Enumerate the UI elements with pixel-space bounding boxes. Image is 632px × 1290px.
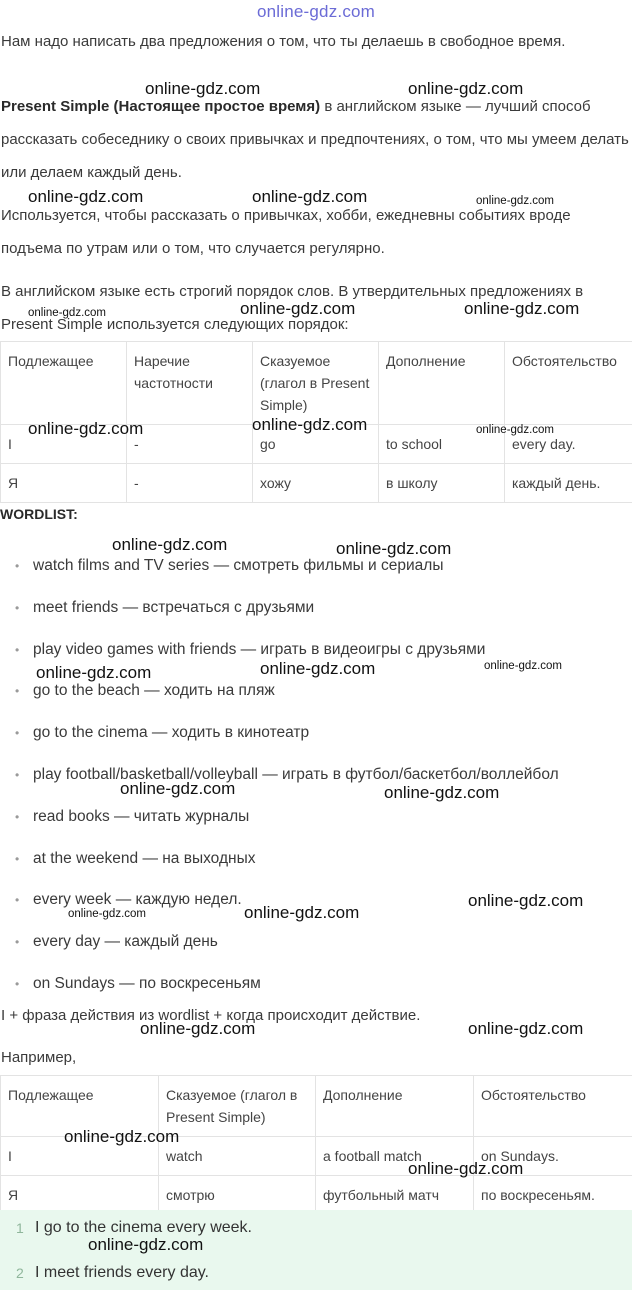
- list-item-text: every day — каждый день: [33, 933, 218, 951]
- bullet-icon: •: [15, 935, 20, 950]
- watermark: online-gdz.com: [252, 187, 368, 206]
- table-cell: Я: [1, 464, 127, 503]
- watermark: online-gdz.com: [476, 424, 554, 436]
- bullet-icon: •: [15, 809, 20, 824]
- table-header-cell: Сказуемое (глагол в Present Simple): [159, 1076, 316, 1137]
- table-cell: to school: [379, 425, 505, 464]
- intro-paragraph-3: Используется, чтобы рассказать о привычках, хобби, ежедневны событиях вроде подъема по утрам или о том, что случается регулярно.: [1, 207, 571, 257]
- present-simple-term: Present Simple (Настоящее простое время): [1, 98, 321, 115]
- watermark: online-gdz.com: [36, 663, 152, 682]
- bullet-icon: •: [15, 851, 20, 866]
- list-item-text: play video games with friends — играть в видеоигры с друзьями: [33, 640, 486, 658]
- answer-text: I meet friends every day.: [35, 1264, 209, 1281]
- table-header-cell: Наречие частотности: [127, 342, 253, 425]
- table-header-cell: Дополнение: [316, 1076, 474, 1137]
- table-row: [1, 464, 632, 503]
- watermark: online-gdz.com: [64, 1127, 180, 1146]
- list-item-text: on Sundays — по воскресеньям: [33, 974, 261, 992]
- intro-paragraph-2: [1, 90, 629, 189]
- site-watermark-top: online-gdz.com: [256, 2, 376, 21]
- watermark: online-gdz.com: [240, 299, 356, 318]
- wordlist-title: WORDLIST:: [0, 506, 78, 522]
- watermark: online-gdz.com: [244, 903, 360, 922]
- list-item-text: at the weekend — на выходных: [33, 849, 256, 867]
- answer-text: I go to the cinema every week.: [35, 1219, 252, 1236]
- watermark: online-gdz.com: [336, 539, 452, 558]
- watermark: online-gdz.com: [384, 783, 500, 802]
- table-cell: -: [127, 464, 253, 503]
- watermark: online-gdz.com: [408, 79, 524, 98]
- list-item: [0, 587, 632, 629]
- table-header-row: [1, 342, 632, 425]
- table-header-cell: Подлежащее: [1, 1076, 159, 1137]
- table-cell: on Sundays.: [474, 1137, 632, 1176]
- watermark: online-gdz.com: [484, 660, 562, 672]
- watermark: online-gdz.com: [112, 535, 228, 554]
- list-item: [0, 921, 632, 963]
- answer-number: 2: [16, 1265, 24, 1281]
- watermark: online-gdz.com: [408, 1159, 524, 1178]
- watermark: online-gdz.com: [252, 415, 368, 434]
- intro-paragraph-1: Нам надо написать два предложения о том, что ты делаешь в свободное время.: [1, 33, 566, 50]
- table-cell: футбольный матч: [316, 1176, 474, 1215]
- list-item-text: watch films and TV series — смотреть фильмы и сериалы: [33, 557, 444, 574]
- list-item: [0, 796, 632, 838]
- table-cell: every day.: [505, 425, 632, 464]
- list-item-text: go to the cinema — ходить в кинотеатр: [33, 724, 310, 742]
- bullet-icon: •: [15, 726, 20, 741]
- intro-paragraph-4: В английском языке есть строгий порядок слов. В утвердительных предложениях в Present Simple используется следующих порядок:: [1, 283, 584, 333]
- watermark: online-gdz.com: [120, 779, 236, 798]
- list-item-text: play football/basketball/volleyball — играть в футбол/баскетбол/воллейбол: [33, 765, 559, 783]
- bullet-icon: •: [15, 976, 20, 991]
- watermark: online-gdz.com: [260, 659, 376, 678]
- watermark: online-gdz.com: [28, 307, 106, 319]
- formula-text: I + фраза действия из wordlist + когда происходит действие.: [1, 1007, 421, 1024]
- table-cell: a football match: [316, 1137, 474, 1176]
- table-cell: по воскресеньям.: [474, 1176, 632, 1215]
- table-cell: go: [253, 425, 379, 464]
- list-item-text: every week — каждую недел.: [33, 891, 242, 909]
- table-header-cell: Обстоятельство: [474, 1076, 632, 1137]
- bullet-icon: •: [15, 600, 20, 615]
- watermark: online-gdz.com: [28, 187, 144, 206]
- example-label: Например,: [1, 1049, 77, 1066]
- bullet-icon: •: [15, 559, 20, 573]
- bullet-icon: •: [15, 684, 20, 699]
- table-cell: каждый день.: [505, 464, 632, 503]
- table-cell: смотрю: [159, 1176, 316, 1215]
- bullet-icon: •: [15, 893, 20, 908]
- watermark: online-gdz.com: [28, 419, 144, 438]
- bullet-icon: •: [15, 767, 20, 782]
- list-item: [0, 754, 632, 796]
- list-item-text: read books — читать журналы: [33, 807, 250, 825]
- intro-paragraph-2-text: в английском языке — лучший способ рассказать собеседнику о своих привычках и предпочтениях, о том, что мы умеем делать или делаем каждый день.: [1, 98, 629, 181]
- table-cell: -: [127, 425, 253, 464]
- wordlist: [0, 545, 632, 1005]
- list-item: [0, 838, 632, 880]
- watermark: online-gdz.com: [88, 1235, 204, 1254]
- table-header-cell: Сказуемое (глагол в Present Simple): [253, 342, 379, 425]
- list-item-text: go to the beach — ходить на пляж: [33, 682, 275, 700]
- table-cell: watch: [159, 1137, 316, 1176]
- watermark: online-gdz.com: [468, 1019, 584, 1038]
- table-header-cell: Подлежащее: [1, 342, 127, 425]
- table-cell: хожу: [253, 464, 379, 503]
- watermark: online-gdz.com: [145, 79, 261, 98]
- list-item-text: meet friends — встречаться с друзьями: [33, 598, 315, 616]
- table-row: [1, 1176, 632, 1215]
- bullet-icon: •: [15, 642, 20, 657]
- table-cell: Я: [1, 1176, 159, 1215]
- table-cell: I: [1, 1137, 159, 1176]
- table-header-cell: Обстоятельство: [505, 342, 632, 425]
- watermark: online-gdz.com: [468, 891, 584, 910]
- table-header-cell: Дополнение: [379, 342, 505, 425]
- watermark: online-gdz.com: [68, 908, 146, 920]
- watermark: online-gdz.com: [140, 1019, 256, 1038]
- watermark: online-gdz.com: [464, 299, 580, 318]
- list-item: [0, 545, 632, 587]
- list-item: [0, 712, 632, 754]
- table-cell: в школу: [379, 464, 505, 503]
- table-cell: I: [1, 425, 127, 464]
- answer-number: 1: [16, 1220, 24, 1236]
- watermark: online-gdz.com: [476, 195, 554, 207]
